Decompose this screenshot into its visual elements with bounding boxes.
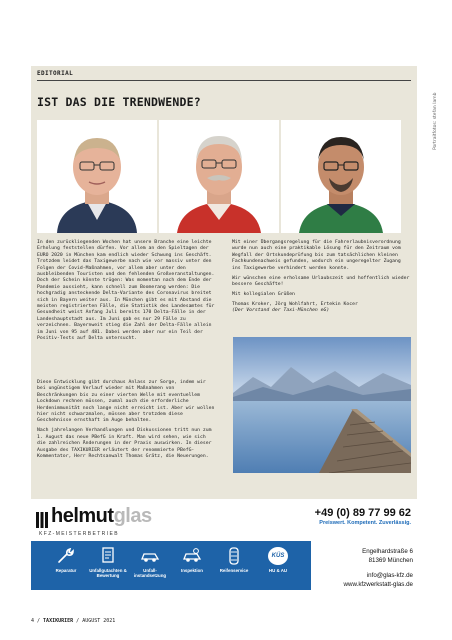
photo-credit: Portraitfotos: stefan lamb <box>433 92 438 150</box>
service-unfallinstandsetzung <box>130 541 170 590</box>
service-reifenservice <box>214 541 254 590</box>
helmut-glas-advertisement[interactable] <box>31 499 417 599</box>
headline: IST DAS DIE TRENDWENDE? <box>37 95 201 109</box>
lake-jetty-photo <box>233 337 411 473</box>
article-column-right <box>232 240 412 315</box>
service-inspektion <box>172 541 212 590</box>
ad-contact <box>311 571 413 589</box>
inspection-icon <box>182 547 202 565</box>
ad-email-link[interactable]: info@glas-kfz.de <box>366 572 413 579</box>
logo-bars-icon <box>36 512 52 528</box>
paragraph: Nach jahrelangen Verhandlungen und Diskussionen tritt nun zum 1. August das neue PBefG in Kraft. Man wird sehen, wie sich die zahlreichen Änderungen in der Praxis auswirken. In dieser Ausgabe des TAXIKURIER erläutert der renommierte PBefG-Kommentator, Herr Rechtsanwalt Thomas Grätz, die Neuerungen. <box>37 428 212 459</box>
article-column-left <box>37 240 220 346</box>
service-label: Unfallgutachten & Bewertung <box>89 568 127 579</box>
service-reparatur <box>46 541 86 590</box>
service-label: Reparatur <box>55 568 77 573</box>
page-footer: 4 / TAXIKURIER / AUGUST 2021 <box>31 618 116 624</box>
paragraph: In den zurückliegenden Wochen hat unsere Branche eine leichte Erholung feststellen dürfen. Vor allem an den Spieltagen der EURO 2020 in München kam endlich wieder Schwung ins Geschäft. Trotzdem leidet das Taxigewerbe nach wie vor massiv unter den Folgen der Covid-Maßnahmen, vor allem aber unter den ausbleibenden Touristen und den fehlenden Großveranstaltungen. Doch der Schein könnte trügen: Was momentan nach dem Ende der Pandemie aussieht, kann schnell zum Boomerang werden: Die hochgradig ansteckende Delta-Variante des Coronavirus breitet sich in Bayern weiter aus. In München gibt es mit Abstand die meisten registrierten Fälle, die Statistik des Landesamtes für Gesundheit weist Anfang Juli bereits 170 Delta-Fälle in der Landeshauptstadt aus. Im Juni gab es nur 29 Fälle zu verzeichnen. Bayernweit stieg die Zahl der Delta-Fälle allein im Juni von 95 auf 481. Dabei werden aber nur ein Teil der Positiv-Tests auf Delta untersucht. <box>37 240 215 342</box>
paragraph: Diese Entwicklung gibt durchaus Anlass zur Sorge, indem wir bei ungünstigem Verlauf wieder mit Maßnahmen von Beschränkungen bis zu einer vierten Welle mit eventuellem Lockdown rechnen müssen, zumal auch die erforderliche Herdenimmunität noch lange nicht erreicht ist. Aber wir wollen hier nicht schwarzmalen, müssen aber trotzdem diese Geschehnisse ernsthaft im Auge behalten. <box>37 380 215 424</box>
document-icon <box>98 547 118 565</box>
ad-website-link[interactable]: www.kfzwerkstatt-glas.de <box>343 581 413 588</box>
rubric-label: EDITORIAL <box>37 70 74 77</box>
service-label: Reifenservice <box>219 568 249 573</box>
address-street: Engelhardstraße 6 <box>362 548 413 555</box>
paragraph: Mit einer Übergangsregelung für die Fahrerlaubnisverordnung wurde nun auch eine praktikable Lösung für den Zeitraum vom Wegfall der Ortskundeprüfung bis zum tatsächlichen kleinen Fachkundenachweis gefunden, wodurch ein ungeregelter Zugang ins Taxigewerbe verhindert werden konnte. <box>232 240 401 271</box>
paragraph: Wir wünschen eine erholsame Urlaubszeit und hoffentlich wieder bessere Geschäfte! <box>232 275 410 287</box>
tire-icon <box>224 547 244 565</box>
publication-name: TAXIKURIER <box>43 618 74 624</box>
wrench-icon <box>56 547 76 565</box>
ad-logo <box>51 505 152 528</box>
service-label: HU & AU <box>268 568 288 573</box>
address-city: 81369 München <box>368 557 413 564</box>
signature-role: (Der Vorstand der Taxi-München eG) <box>232 308 330 314</box>
service-label: Unfall-instandsetzung <box>133 568 167 579</box>
portrait-photo-3 <box>281 120 401 233</box>
signature-names: Thomas Kroker, Jörg Wohlfahrt, Ertekin Kocer <box>232 301 358 307</box>
article-column-left-continued <box>37 380 217 464</box>
portrait-photo-2 <box>159 120 279 233</box>
ad-address <box>319 547 413 565</box>
closing-greeting: Mit kollegialen Grüßen <box>232 291 295 297</box>
service-label: Inspektion <box>181 568 203 573</box>
portrait-photo-1 <box>37 120 157 233</box>
rubric-divider <box>37 80 411 81</box>
kus-icon <box>268 547 288 565</box>
car-crash-icon <box>140 547 160 565</box>
logo-word-helmut: helmut <box>51 505 114 527</box>
service-hu-au <box>258 541 298 590</box>
service-unfallgutachten <box>88 541 128 590</box>
page-number: 4 <box>31 618 35 624</box>
issue-date: AUGUST 2021 <box>82 618 116 624</box>
ad-logo-subtitle: KFZ-MEISTERBETRIEB <box>39 531 119 537</box>
logo-word-glas: glas <box>113 505 152 527</box>
ad-tagline: Preiswert. Kompetent. Zuverlässig. <box>319 520 411 526</box>
ad-phone-number[interactable]: +49 (0) 89 77 99 62 <box>314 507 411 519</box>
kus-badge-text: KÜS <box>271 553 285 559</box>
